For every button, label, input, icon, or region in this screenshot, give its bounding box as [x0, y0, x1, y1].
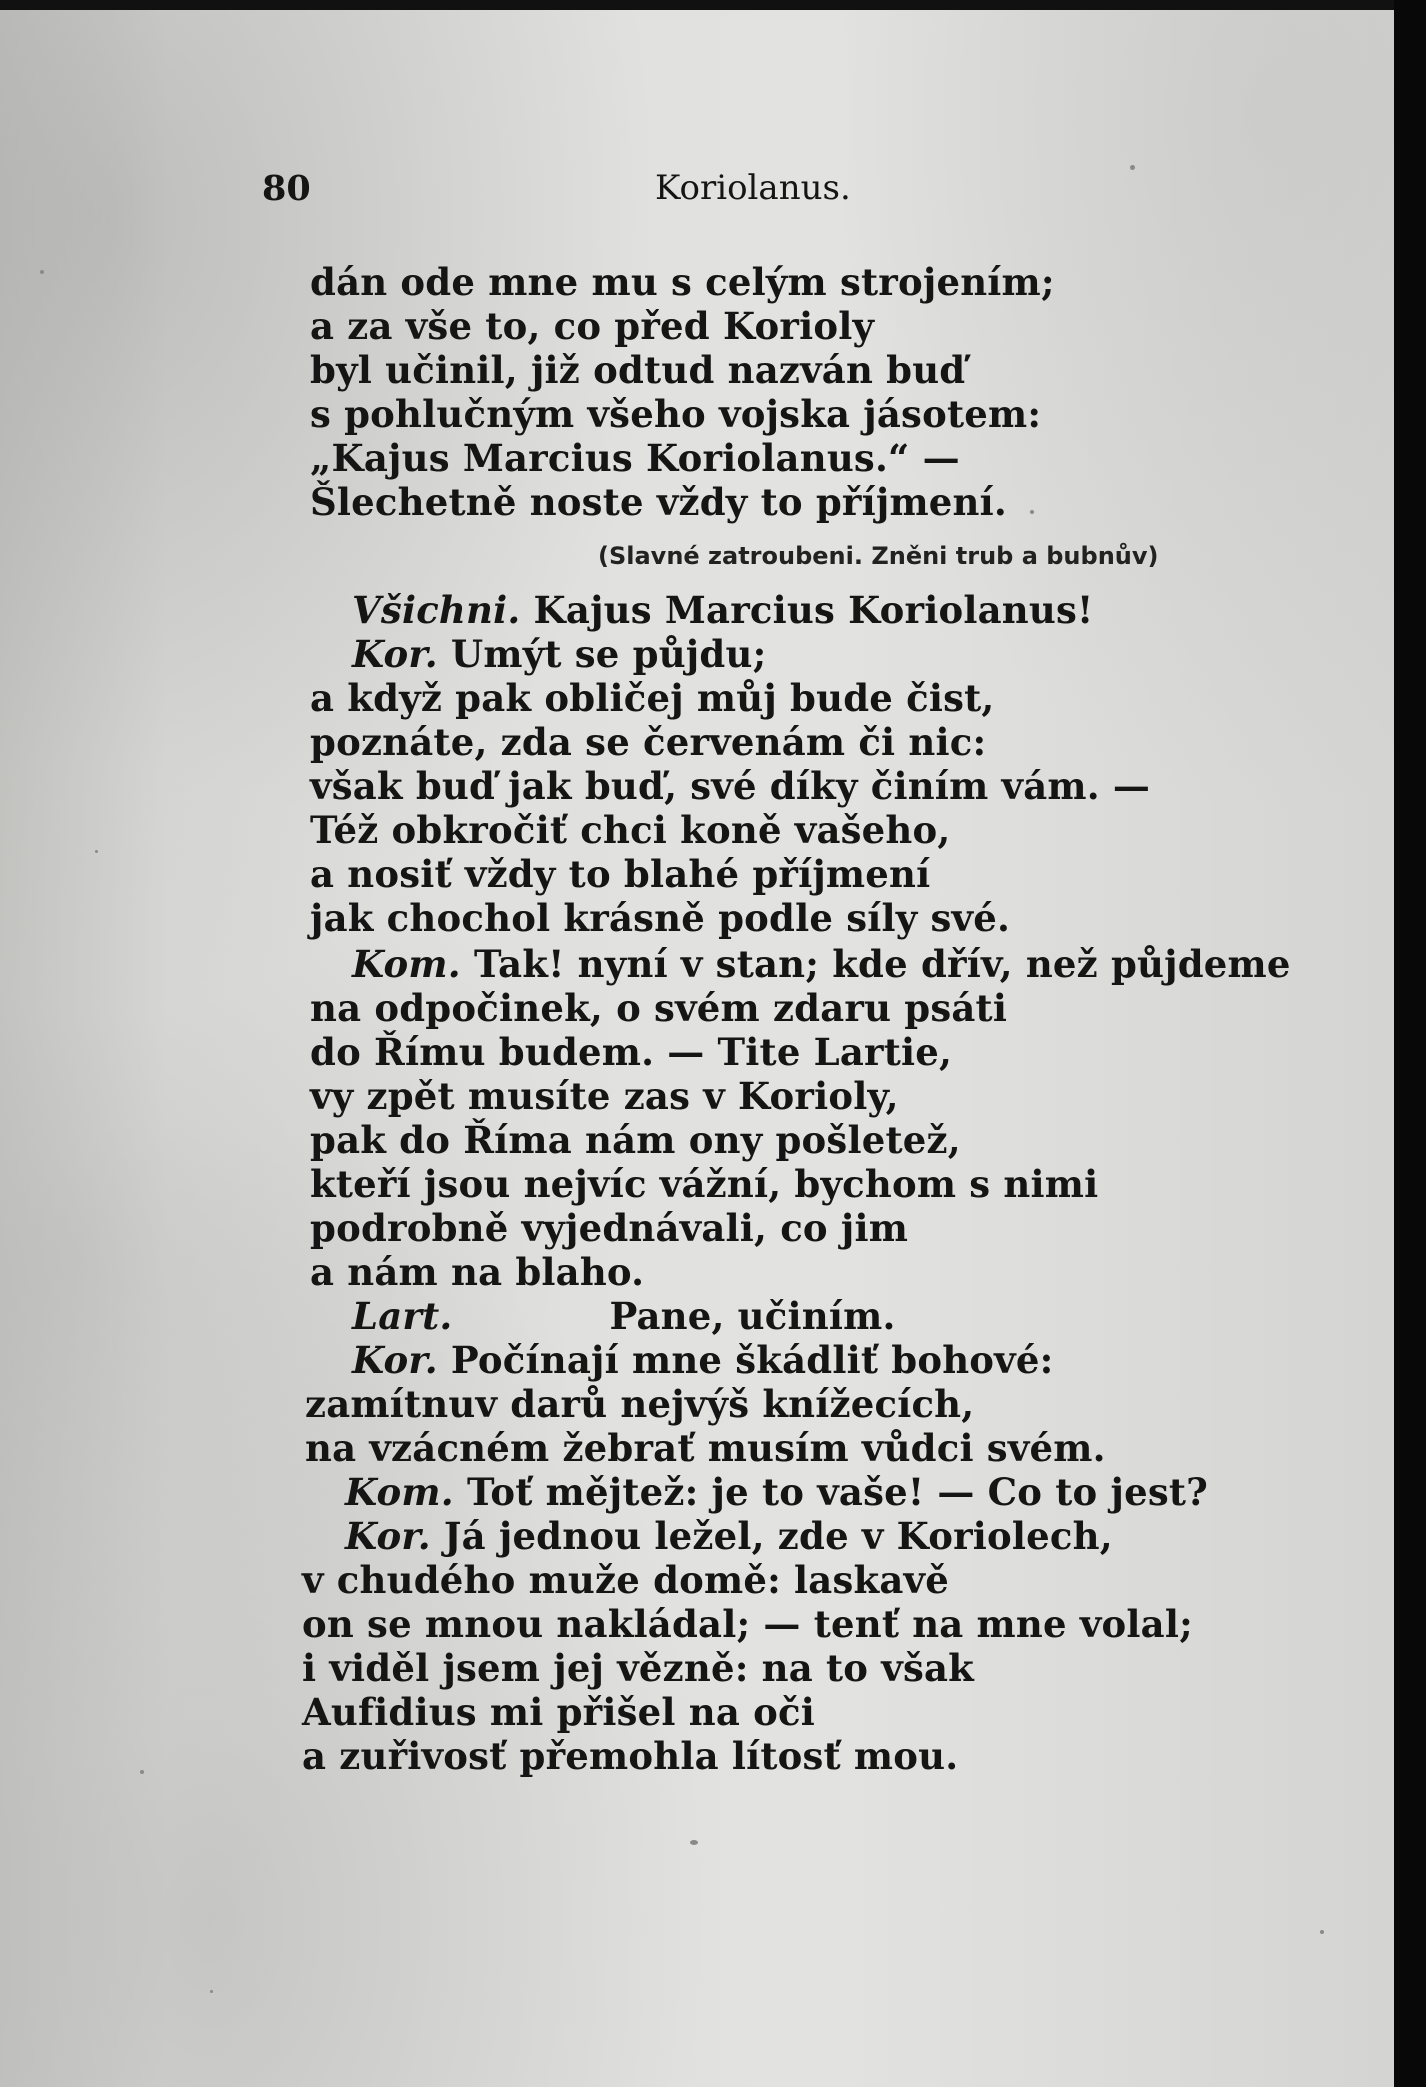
speaker-name: Kom. [352, 942, 461, 986]
book-page [0, 10, 1394, 2087]
stage-direction: (Slavné zatroubeni. Zněni trub a bubnův) [598, 542, 1159, 570]
verse-line: v chudého muže domě: laskavě [302, 1558, 949, 1602]
page-number: 80 [262, 168, 311, 209]
speech-line [352, 632, 766, 676]
running-title: Koriolanus. [655, 168, 851, 208]
verse-line: vy zpět musíte zas v Korioly, [310, 1074, 899, 1118]
scan-speck [1130, 165, 1135, 170]
verse-line: pak do Říma nám ony pošletež, [310, 1118, 961, 1162]
verse-line: však buď jak buď, své díky činím vám. — [310, 764, 1151, 808]
verse-line: byl učinil, již odtud nazván buď [310, 348, 966, 392]
scan-speck [1320, 1930, 1324, 1934]
speech-text: Tak! nyní v stan; kde dřív, než půjdeme [460, 942, 1291, 986]
scan-speck [140, 1770, 144, 1774]
verse-line: na vzácném žebrať musím vůdci svém. [305, 1426, 1106, 1470]
verse-line: s pohlučným všeho vojska jásotem: [310, 392, 1042, 436]
verse-line: a nosiť vždy to blahé příjmení [310, 852, 931, 896]
verse-line: poznáte, zda se červenám či nic: [310, 720, 987, 764]
speech-text: Kajus Marcius Koriolanus! [520, 588, 1094, 632]
scan-speck [40, 270, 44, 274]
verse-line: a za vše to, co před Korioly [310, 304, 875, 348]
verse-line: na odpočinek, o svém zdaru psáti [310, 986, 1008, 1030]
speech-line [352, 1294, 896, 1338]
speech-line [345, 1470, 1208, 1514]
verse-line: a když pak obličej můj bude čist, [310, 676, 995, 720]
verse-line: a zuřivosť přemohla lítosť mou. [302, 1734, 959, 1778]
scan-speck [95, 850, 98, 853]
verse-line: Též obkročiť chci koně vašeho, [310, 808, 951, 852]
verse-line: on se mnou nakládal; — tenť na mne volal; [302, 1602, 1193, 1646]
speaker-name: Kor. [352, 1338, 438, 1382]
verse-line: do Římu budem. — Tite Lartie, [310, 1030, 953, 1074]
speaker-name: Kor. [352, 632, 438, 676]
verse-line: i viděl jsem jej vězně: na to však [302, 1646, 975, 1690]
scan-right-border [1394, 0, 1426, 2087]
speech-text: Pane, učiním. [452, 1294, 896, 1338]
verse-line: zamítnuv darů nejvýš knížecích, [305, 1382, 975, 1426]
verse-line: dán ode mne mu s celým strojením; [310, 260, 1055, 304]
speech-line [352, 1338, 1053, 1382]
speaker-name: Lart. [352, 1294, 453, 1338]
scan-speck [690, 1840, 698, 1845]
scan-speck [210, 1990, 213, 1993]
speech-line [352, 588, 1093, 632]
speech-text: Umýt se půjdu; [437, 632, 767, 676]
speech-line [345, 1514, 1113, 1558]
speech-text: Já jednou ležel, zde v Koriolech, [430, 1514, 1113, 1558]
speech-line [352, 942, 1291, 986]
speech-text: Toť mějtež: je to vaše! — Co to jest? [453, 1470, 1209, 1514]
verse-line: podrobně vyjednávali, co jim [310, 1206, 909, 1250]
speaker-name: Všichni. [352, 588, 521, 632]
verse-line: jak chochol krásně podle síly své. [310, 896, 1011, 940]
verse-line: Šlechetně noste vždy to příjmení. [310, 480, 1007, 524]
scan-speck [1030, 510, 1034, 514]
verse-line: „Kajus Marcius Koriolanus.“ — [310, 436, 960, 480]
verse-line: Aufidius mi přišel na oči [302, 1690, 815, 1734]
speaker-name: Kom. [345, 1470, 454, 1514]
verse-line: a nám na blaho. [310, 1250, 645, 1294]
speech-text: Počínají mne škádliť bohové: [437, 1338, 1054, 1382]
speaker-name: Kor. [345, 1514, 431, 1558]
verse-line: kteří jsou nejvíc vážní, bychom s nimi [310, 1162, 1099, 1206]
